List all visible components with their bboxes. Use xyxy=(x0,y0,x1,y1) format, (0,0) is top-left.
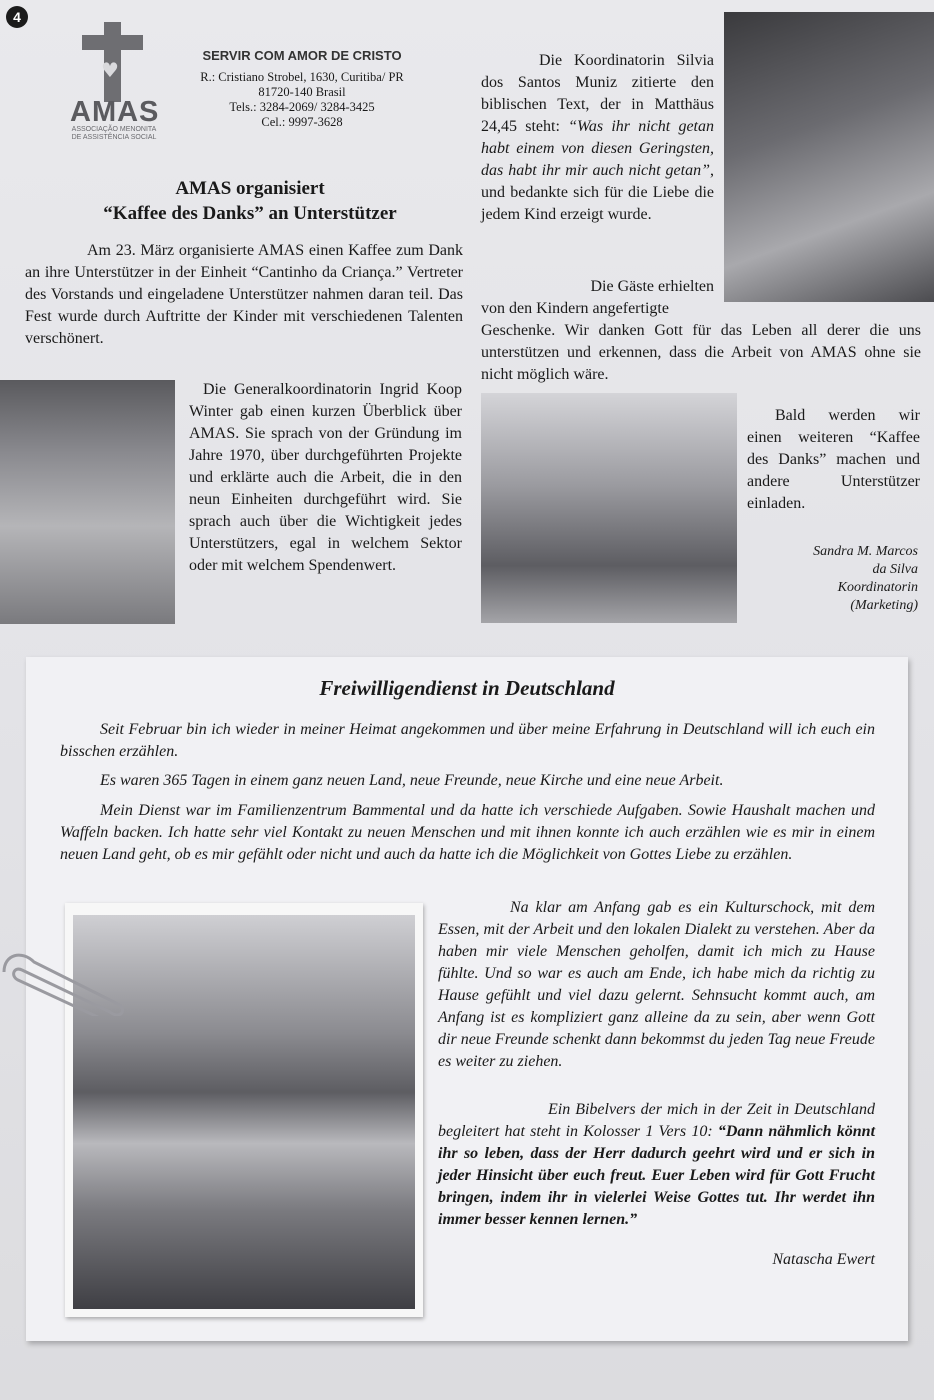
cross-bar xyxy=(82,35,143,50)
volunteer-paragraph-2: Es waren 365 Tagen in einem ganz neuen Land, neue Freunde, neue Kirche und eine neue Arbeit. xyxy=(100,772,724,789)
article-signature xyxy=(770,543,918,615)
buffet-photo xyxy=(724,12,934,302)
volunteer-article-title: Freiwilligendienst in Deutschland xyxy=(319,676,615,700)
logo-subtitle: ASSOCIAÇÃO MENONITA DE ASSISTÊNCIA SOCIAL xyxy=(71,126,157,141)
article-title-line1: AMAS organisiert xyxy=(175,178,325,199)
volunteer-paragraph-5 xyxy=(438,1099,875,1231)
volunteer-paragraph-3: Mein Dienst war im Familienzentrum Bammental und da hatte ich verschiede Aufgaben. Sowie Haushalt machen und Waffeln backen. Ich hatte sehr viel Kontakt zu neuen Menschen und mit ihnen konnte ich auch erzählen wie es mir in einem neuen Land geht, ob es mir gefählt oder nicht und auch da hatte ich die Möglichkeit von Gottes Liebe zu erzählen. xyxy=(60,802,875,863)
cell-number: Cel.: 9997-3628 xyxy=(261,115,343,129)
page-number: 4 xyxy=(6,6,28,28)
volunteer-signature: Natascha Ewert xyxy=(772,1251,875,1268)
children-photo xyxy=(0,380,175,624)
signature-line: Koordinatorin xyxy=(837,580,918,595)
paperclip-icon xyxy=(0,942,132,1016)
zip-code: 81720-140 Brasil xyxy=(258,85,346,99)
paragraph-4-line2: von den Kindern angefertigte xyxy=(481,300,669,317)
slogan: SERVIR COM AMOR DE CRISTO xyxy=(202,48,402,63)
article-paragraph-2: Die Generalkoordinatorin Ingrid Koop Winter gab einen kurzen Überblick über AMAS. Sie sprach von der Gründung im Jahre 1970, über durchgeführten Projekte und erklärte auch die Arbeit, die in den neun Einheiten durchgeführt wird. Sie sprach auch über die Wichtigkeit jedes Unterstützers, egal in welchem Sektor oder mit welchem Spendenwert. xyxy=(189,381,462,574)
volunteer-paragraph-1: Seit Februar bin ich wieder in meiner Heimat angekommen und über meine Erfahrung in Deutschland will ich euch ein bisschen erzählen. xyxy=(60,721,875,760)
paragraph-4-line1: Die Gäste erhielten xyxy=(590,278,714,295)
bible-verse-quote: “Dann nähmlich könnt ihr so leben, dass der Herr dadurch geehrt wird und er sich in jeder Hinsicht über euch freut. Euer Leben wird für Gott Frucht bringen, indem ihr in vielerlei Weise Gottes tut. Ihr werdet ihn immer besser kennen lernen.” xyxy=(438,1123,876,1228)
article-title-line2: “Kaffee des Danks” an Unterstützer xyxy=(103,203,397,224)
article-title xyxy=(40,176,460,226)
phone-numbers: Tels.: 3284-2069/ 3284-3425 xyxy=(229,100,375,114)
bible-verse-intro: Ein Bibelvers der mich in der Zeit in Deutschland begleitert hat steht in Kolosser 1 Vers 10: xyxy=(438,1101,875,1140)
address-block xyxy=(162,48,442,130)
signature-line: (Marketing) xyxy=(850,598,918,613)
article-paragraph-3 xyxy=(481,50,714,226)
quote-outro: , und bedankte sich für die Liebe die jedem Kind erzeigt wurde. xyxy=(481,162,714,223)
bible-quote: “Was ihr nicht getan habt einem von diesen Geringsten, das habt ihr mir auch nicht getan” xyxy=(481,118,714,179)
signature-line: da Silva xyxy=(872,562,918,577)
volunteer-paragraph-4: Na klar am Anfang gab es ein Kulturschock, mit dem Essen, mit der Arbeit und den lokalen Dialekt zu verstehen. Aber da haben mir viele Menschen geholfen, damit ich mich zu Hause fühlte. Und so war es auch am Ende, ich habe mich da richtig zu Hause gefühlt und viel dazu gelernt. Sehnsucht kommt auch, am Anfang ist es kompliziert ganz alleine da zu sein, aber wenn Gott dir neue Freunde schenkt dann bekommst du jeden Tag neue Freude es weiter zu ziehen. xyxy=(438,899,875,1070)
article-paragraph-5: Bald werden wir einen weiteren “Kaffee des Danks” machen und andere Unterstützer einladen. xyxy=(747,407,920,512)
signature-line: Sandra M. Marcos xyxy=(813,544,918,559)
heart-icon: ♥ xyxy=(101,58,119,82)
article-paragraph-4-start xyxy=(481,276,714,320)
amas-logo xyxy=(66,22,162,146)
article-paragraph-4: Geschenke. Wir danken Gott für das Leben all derer die uns unterstützen und erkennen, dass die Arbeit von AMAS ohne sie nicht möglich wäre. xyxy=(481,322,921,383)
article-paragraph-1: Am 23. März organisierte AMAS einen Kaffee zum Dank an ihre Unterstützer in der Einheit “Cantinho da Criança.” Vertreter des Vorstands und eingeladene Unterstützer nahmen daran teil. Das Fest wurde durch Auftritte der Kinder mit verschiedenen Talenten verschönert. xyxy=(25,242,463,347)
quote-intro: Die Koordinatorin Silvia dos Santos Muniz zitierte den biblischen Text, der in Matthäus 24,45 steht: xyxy=(481,52,714,135)
street-address: R.: Cristiano Strobel, 1630, Curitiba/ PR xyxy=(200,70,404,84)
guests-photo xyxy=(481,393,737,623)
logo-name: AMAS xyxy=(70,96,160,128)
